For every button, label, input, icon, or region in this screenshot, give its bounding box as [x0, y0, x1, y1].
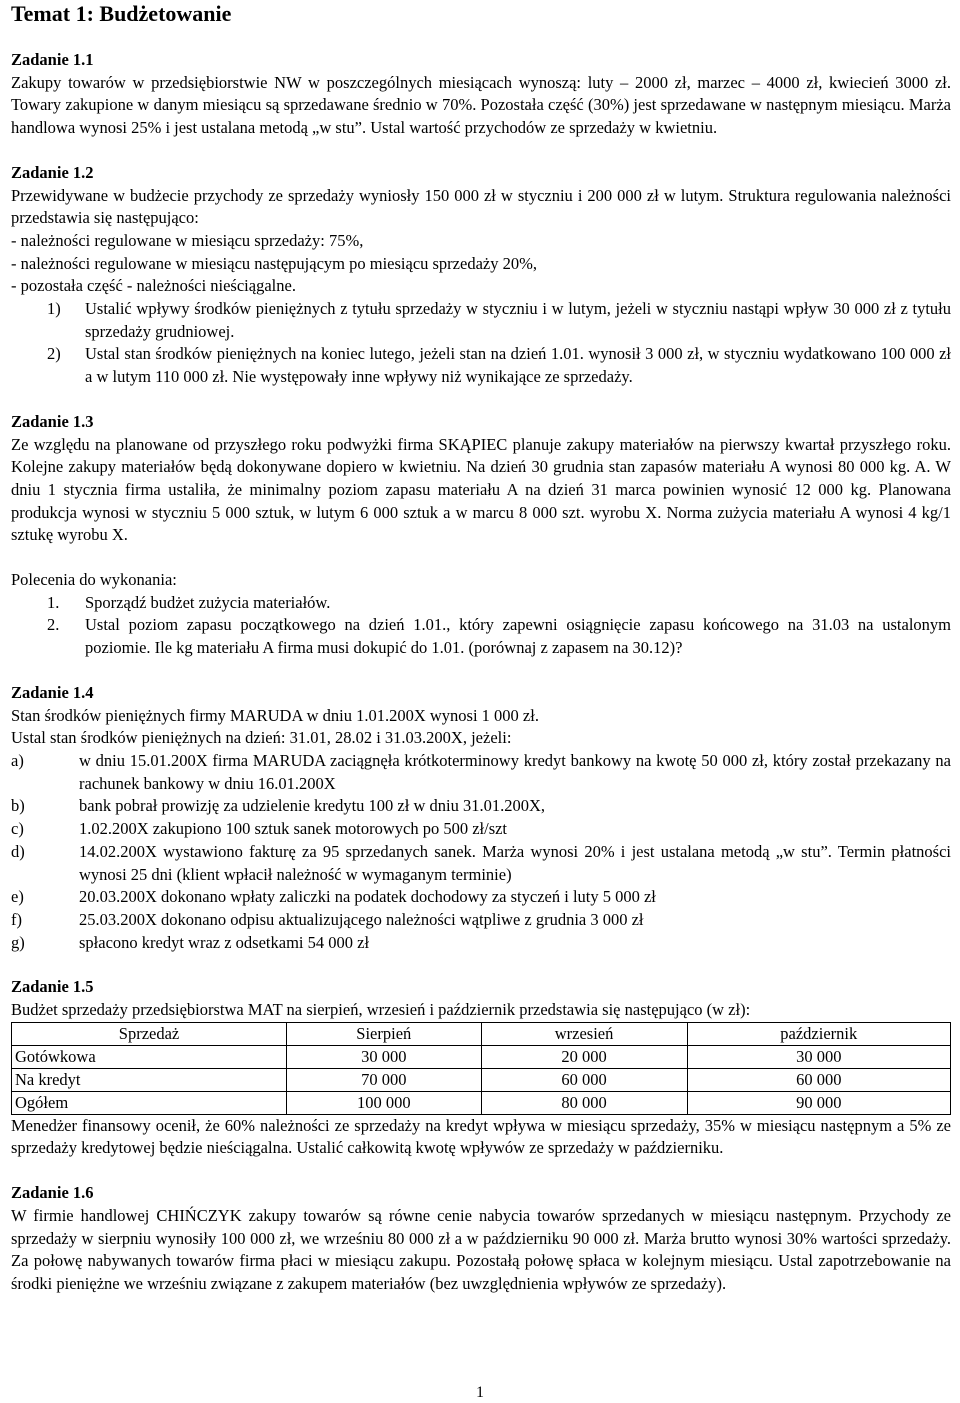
item-label: f)	[11, 909, 22, 929]
item-text: spłacono kredyt wraz z odsetkami 54 000 zł	[79, 932, 370, 952]
item-text: bank pobrał prowizję za udzielenie kredytu 100 zł w dniu 31.01.200X,	[79, 796, 545, 816]
task-body: Ze względu na planowane od przyszłego roku podwyżki firma SKĄPIEC planuje zakupy materiałów na pierwszy kwartał przyszłego roku. Kolejne zakupy materiałów będą dokonywane dopiero w kwietniu. Na dzień 30 grudnia stan zapasów materiału A wynosi 80 000 kg. A. W dniu 1 stycznia firma ustaliła, że minimalny poziom zapasu materiału A na dzień 31 marca powinien wynosić 12 000 kg. Planowana produkcja wynosi w styczniu 5 000 sztuk, w lutym 6 000 sztuk a w marcu 8 000 szt. wyrobu X. Norma zużycia materiału A wynosi 4 kg/1 sztukę wyrobu X.	[11, 434, 951, 545]
list-item	[11, 932, 951, 955]
list-item	[11, 795, 951, 818]
task-line: Stan środków pieniężnych firmy MARUDA w dniu 1.01.200X wynosi 1 000 zł.	[11, 705, 539, 725]
item-text: 14.02.200X wystawiono fakturę za 95 sprzedanych sanek. Marża wynosi 20% i jest ustalana metodą „w stu”. Termin płatności wynosi 25 dni (klient wpłacił należność w wymaganym terminie)	[79, 841, 951, 884]
list-line: - należności regulowane w miesiącu następującym po miesiącu sprzedaży 20%,	[11, 253, 537, 273]
table-row	[12, 1045, 951, 1068]
list-item	[11, 592, 951, 615]
page-title: Temat 1: Budżetowanie	[11, 1, 232, 26]
orders-label: Polecenia do wykonania:	[11, 570, 177, 590]
table-cell: 60 000	[481, 1068, 687, 1091]
table-cell: 70 000	[287, 1068, 482, 1091]
task-1-3	[11, 411, 951, 660]
task-heading: Zadanie 1.4	[11, 682, 94, 702]
item-text: Ustal poziom zapasu początkowego na dzień 1.01., który zapewni osiągnięcie zapasu końcowego na 31.03 na ustalonym poziomie. Ile kg materiału A firma musi dokupić do 1.01. (porównaj z zapasem na 30.12)?	[85, 615, 951, 658]
item-number: 1)	[47, 299, 61, 319]
task-heading: Zadanie 1.5	[11, 977, 94, 997]
table-cell: 100 000	[287, 1091, 482, 1114]
table-cell: 60 000	[687, 1068, 950, 1091]
item-number: 2.	[47, 615, 60, 635]
item-text: 25.03.200X dokonano odpisu aktualizującego należności wątpliwe z grudnia 3 000 zł	[79, 909, 644, 929]
sales-budget-table	[11, 1022, 951, 1115]
item-text: 20.03.200X dokonano wpłaty zaliczki na podatek dochodowy za styczeń i luty 5 000 zł	[79, 887, 656, 907]
task-1-2	[11, 162, 951, 389]
item-number: 1.	[47, 592, 60, 612]
item-text: Ustal stan środków pieniężnych na koniec lutego, jeżeli stan na dzień 1.01. wynosił 3 000 zł, w styczniu wydatkowano 100 000 zł a w lutym 110 000 zł. Nie występowały inne wpływy niż wynikające ze sprzedaży.	[85, 344, 951, 387]
table-row	[12, 1091, 951, 1114]
table-row	[12, 1068, 951, 1091]
item-text: w dniu 15.01.200X firma MARUDA zaciągnęła krótkoterminowy kredyt bankowy na kwotę 50 000 zł, który został przekazany na rachunek bankowy w dniu 16.01.200X	[79, 750, 951, 793]
table-cell: Ogółem	[12, 1091, 287, 1114]
task-1-6	[11, 1182, 951, 1296]
task-body: Zakupy towarów w przedsiębiorstwie NW w poszczególnych miesiącach wynoszą: luty – 2000 zł, marzec – 4000 zł, kwiecień 3000 zł. Towary zakupione w danym miesiącu są sprzedawane średnio w 70%. Pozostała część (30%) jest sprzedawane w następnym miesiącu. Marża handlowa wynosi 25% i jest ustalana metodą „w stu”. Ustal wartość przychodów ze sprzedaży w kwietniu.	[11, 72, 951, 138]
table-cell: 30 000	[687, 1045, 950, 1068]
page-number: 1	[476, 1384, 484, 1401]
table-header-cell: Sierpień	[287, 1022, 482, 1045]
table-cell: 30 000	[287, 1045, 482, 1068]
table-cell: Na kredyt	[12, 1068, 287, 1091]
task-1-5	[11, 976, 951, 1160]
list-line: - pozostała część - należności nieściągalne.	[11, 276, 296, 296]
list-item	[11, 909, 951, 932]
task-heading: Zadanie 1.3	[11, 411, 94, 431]
item-number: 2)	[47, 344, 61, 364]
table-header-cell: Sprzedaż	[12, 1022, 287, 1045]
document-page	[11, 0, 951, 1296]
list-item	[11, 886, 951, 909]
task-heading: Zadanie 1.6	[11, 1183, 94, 1203]
task-body: Przewidywane w budżecie przychody ze sprzedaży wyniosły 150 000 zł w styczniu i 200 000 zł w lutym. Struktura regulowania należności przedstawia się następująco:	[11, 185, 951, 228]
task-heading: Zadanie 1.2	[11, 162, 94, 182]
list-item	[11, 298, 951, 343]
item-label: d)	[11, 841, 25, 861]
table-cell: Gotówkowa	[12, 1045, 287, 1068]
item-text: Sporządź budżet zużycia materiałów.	[85, 592, 331, 612]
task-1-4	[11, 682, 951, 954]
list-item	[11, 614, 951, 659]
table-header-row	[12, 1022, 951, 1045]
table-header-cell: wrzesień	[481, 1022, 687, 1045]
table-header-cell: październik	[687, 1022, 950, 1045]
table-cell: 80 000	[481, 1091, 687, 1114]
list-item	[11, 841, 951, 886]
task-body: Menedżer finansowy ocenił, że 60% należności ze sprzedaży na kredyt wpływa w miesiącu sprzedaży, 35% w miesiącu następnym a 5% ze sprzedaży kredytowej będzie nieściągalna. Ustalić całkowitą kwotę wpływów ze sprzedaży w październiku.	[11, 1115, 951, 1158]
list-item	[11, 750, 951, 795]
task-body: W firmie handlowej CHIŃCZYK zakupy towarów są równe cenie nabycia towarów sprzedanych w miesiącu następnym. Przychody ze sprzedaży w sierpniu wynosiły 100 000 zł, we wrześniu 80 000 zł a w październiku 90 000 zł. Marża brutto wynosi 30% wartości sprzedaży. Za połowę nabywanych towarów firma płaci w miesiącu zakupu. Pozostałą połowę spłaca w kolejnym miesiącu. Ustal zapotrzebowanie na środki pieniężne we wrześniu związane z zakupem materiałów (bez uwzględnienia wpływów ze sprzedaży).	[11, 1205, 951, 1293]
item-label: c)	[11, 819, 24, 839]
item-label: a)	[11, 750, 24, 770]
item-text: 1.02.200X zakupiono 100 sztuk sanek motorowych po 500 zł/szt	[79, 819, 508, 839]
list-line: - należności regulowane w miesiącu sprzedaży: 75%,	[11, 230, 364, 250]
item-label: e)	[11, 887, 24, 907]
item-label: b)	[11, 796, 25, 816]
task-line: Ustal stan środków pieniężnych na dzień: 31.01, 28.02 i 31.03.200X, jeżeli:	[11, 728, 512, 748]
table-cell: 90 000	[687, 1091, 950, 1114]
list-item	[11, 818, 951, 841]
table-cell: 20 000	[481, 1045, 687, 1068]
task-intro: Budżet sprzedaży przedsiębiorstwa MAT na sierpień, wrzesień i październik przedstawia się następująco (w zł):	[11, 1000, 751, 1020]
task-1-1	[11, 49, 951, 140]
task-heading: Zadanie 1.1	[11, 50, 94, 69]
list-item	[11, 343, 951, 388]
item-label: g)	[11, 932, 25, 952]
item-text: Ustalić wpływy środków pieniężnych z tytułu sprzedaży w styczniu i w lutym, jeżeli w styczniu nastąpi wpływ 30 000 zł z tytułu sprzedaży grudniowej.	[85, 299, 951, 341]
